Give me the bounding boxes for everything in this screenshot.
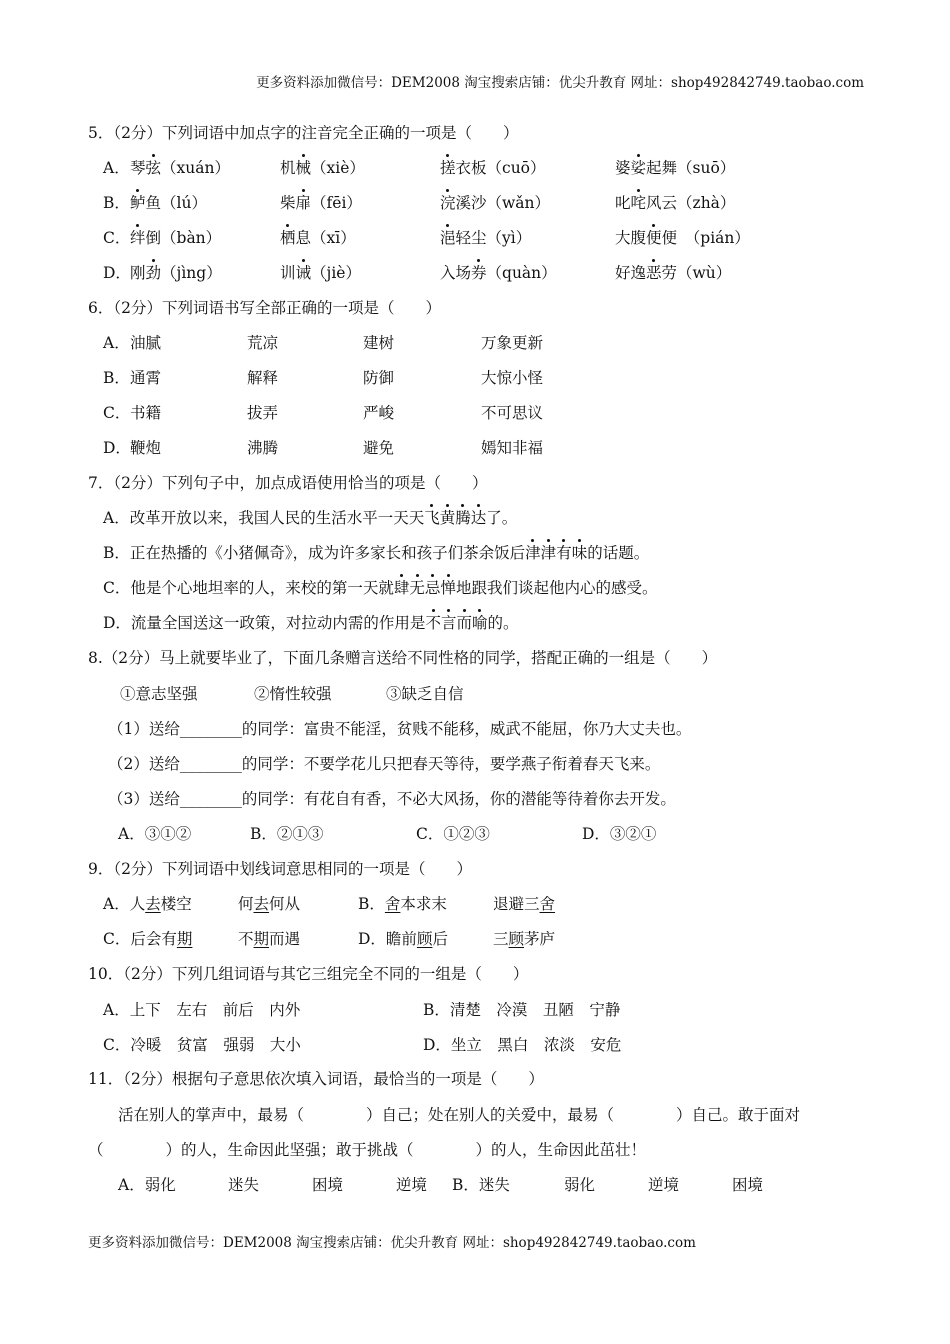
q9-text: 而遇 bbox=[269, 930, 301, 948]
q11-option-b-1: B．迷失 bbox=[452, 1176, 510, 1194]
q7-text: C．他是个心地坦率的人，来校的第一天就 bbox=[103, 579, 394, 597]
q7-dotted-char: 达 bbox=[470, 509, 487, 527]
q5-text: 入场 bbox=[440, 264, 472, 282]
q5-text: （xuán） bbox=[161, 159, 230, 177]
q5-text: 溪沙（wǎn） bbox=[455, 194, 551, 212]
q6-option-word: 荒凉 bbox=[247, 334, 279, 352]
q5-option-item bbox=[280, 158, 365, 178]
q5-option-item bbox=[440, 193, 550, 213]
q5-text: 好逸 bbox=[615, 264, 647, 282]
q9-item bbox=[493, 894, 555, 914]
q11-option-a-4: 逆境 bbox=[396, 1176, 428, 1194]
q5-dotted-char: 恶 bbox=[646, 264, 662, 282]
q11-option-b-3: 逆境 bbox=[648, 1176, 680, 1194]
q5-text: 大腹 bbox=[615, 229, 647, 247]
q6-option-word: 通霄 bbox=[130, 369, 162, 387]
q5-text: 柴 bbox=[280, 194, 296, 212]
q7-dotted-char: 有 bbox=[556, 544, 572, 562]
q9-text: A．人 bbox=[103, 895, 146, 913]
q7-text: 的话题。 bbox=[587, 544, 650, 562]
q5-dotted-char: 搓 bbox=[440, 159, 456, 177]
q5-dotted-char: 扉 bbox=[295, 194, 312, 212]
q5-option-label: B． bbox=[103, 194, 130, 212]
q5-text: 劳（wù） bbox=[661, 264, 732, 282]
q8-line-3: （3）送给________的同学：有花自有香，不必大风扬，你的潜能等待着你去开发。 bbox=[108, 790, 676, 808]
q5-text: 起舞（suō） bbox=[646, 159, 736, 177]
q9-text: 本求末 bbox=[400, 895, 447, 913]
q6-option-label: A． bbox=[103, 334, 130, 352]
q9-underlined-char: 顾 bbox=[416, 930, 433, 948]
q5-dotted-char: 绊 bbox=[130, 229, 146, 247]
q5-text: 轻尘（yì） bbox=[455, 229, 532, 247]
q5-option-item bbox=[615, 263, 731, 283]
q11-passage-1: 活在别人的掌声中，最易（ ）自己；处在别人的关爱中，最易（ ）自己。敢于面对 bbox=[118, 1106, 801, 1124]
q5-option-label: D． bbox=[103, 264, 131, 282]
q9-underlined-char: 顾 bbox=[508, 930, 525, 948]
q6-option-word: 拔弄 bbox=[247, 404, 279, 422]
q7-dotted-char: 腾 bbox=[455, 509, 471, 527]
q11-option-b-2: 弱化 bbox=[564, 1176, 596, 1194]
q5-option-item bbox=[280, 263, 361, 283]
q8-trait-1: ①意志坚强 bbox=[120, 685, 198, 703]
q5-option-item bbox=[280, 193, 362, 213]
q11-stem: 11．（2分）根据句子意思依次填入词语，最恰当的一项是（ ） bbox=[88, 1070, 544, 1088]
q5-text: （fēi） bbox=[311, 194, 362, 212]
q5-text: 便 （pián） bbox=[661, 229, 750, 247]
q7-dotted-char: 言 bbox=[440, 614, 457, 632]
q10-option-a: A．上下 左右 前后 内外 bbox=[103, 1001, 301, 1019]
q9-item bbox=[103, 894, 192, 914]
q10-option-b: B．清楚 冷漠 丑陋 宁静 bbox=[423, 1001, 621, 1019]
q6-option-word: 大惊小怪 bbox=[481, 369, 544, 387]
q9-item bbox=[238, 929, 300, 949]
q7-option bbox=[103, 508, 517, 528]
q5-text: （jìng） bbox=[161, 264, 222, 282]
q11-option-a-2: 迷失 bbox=[228, 1176, 260, 1194]
q5-text: （quàn） bbox=[486, 264, 557, 282]
q6-option-word: 解释 bbox=[247, 369, 279, 387]
q6-option-word: 沸腾 bbox=[247, 439, 279, 457]
q9-item bbox=[358, 894, 447, 914]
q7-dotted-char: 而 bbox=[456, 614, 472, 632]
q5-option-item bbox=[440, 228, 531, 248]
q6-option-word: 油腻 bbox=[130, 334, 162, 352]
page-footer: 更多资料添加微信号：DEM2008 淘宝搜索店铺：优尖升教育 网址：shop492842749.taobao.com bbox=[88, 1235, 696, 1251]
q7-option bbox=[103, 543, 649, 563]
q7-dotted-char: 无 bbox=[409, 579, 425, 597]
q5-dotted-char: 鲈 bbox=[130, 194, 146, 212]
q6-option-label: B． bbox=[103, 369, 130, 387]
q6-option-word: 防御 bbox=[363, 369, 395, 387]
q6-option-word: 嫣知非福 bbox=[481, 439, 544, 457]
q6-option-label: C． bbox=[103, 404, 131, 422]
q8-trait-2: ②惰性较强 bbox=[254, 685, 332, 703]
q6-option-label: D． bbox=[103, 439, 131, 457]
q5-dotted-char: 劲 bbox=[145, 264, 162, 282]
q7-dotted-char: 喻 bbox=[471, 614, 488, 632]
q6-option-word: 建树 bbox=[363, 334, 395, 352]
q5-option-item bbox=[130, 263, 222, 283]
q5-option-item bbox=[615, 158, 735, 178]
q7-dotted-char: 惮 bbox=[440, 579, 456, 597]
q9-text: B． bbox=[358, 895, 385, 913]
q7-text: 了。 bbox=[486, 509, 518, 527]
q9-text: 何 bbox=[238, 895, 254, 913]
q11-option-b-4: 困境 bbox=[732, 1176, 764, 1194]
q7-text: 的。 bbox=[487, 614, 519, 632]
q5-option-item bbox=[615, 193, 735, 213]
q9-text: 后 bbox=[432, 930, 448, 948]
q5-text: 风云（zhà） bbox=[646, 194, 736, 212]
q8-option-d: D．③②① bbox=[582, 825, 657, 843]
q7-dotted-char: 津 bbox=[540, 544, 557, 562]
q8-line-2: （2）送给________的同学：不要学花儿只把春天等待，要学燕子衔着春天飞来。 bbox=[108, 755, 661, 773]
q8-option-a: A．③①② bbox=[118, 825, 192, 843]
q9-underlined-char: 舍 bbox=[384, 895, 401, 913]
q5-dotted-char: 咤 bbox=[630, 194, 647, 212]
q5-text: （xiè） bbox=[311, 159, 365, 177]
q5-text: 刚 bbox=[130, 264, 146, 282]
q7-dotted-char: 飞 bbox=[424, 509, 440, 527]
q8-stem: 8.（2分）马上就要毕业了，下面几条赠言送给不同性格的同学，搭配正确的一组是（ ） bbox=[88, 649, 718, 667]
q5-text: （jiè） bbox=[311, 264, 361, 282]
q9-underlined-char: 去 bbox=[253, 895, 270, 913]
q5-text: 倒（bàn） bbox=[145, 229, 222, 247]
q7-text: D．流量全国送这一政策，对拉动内需的作用是 bbox=[103, 614, 426, 632]
page-header: 更多资料添加微信号：DEM2008 淘宝搜索店铺：优尖升教育 网址：shop492842749.taobao.com bbox=[256, 75, 864, 91]
q6-option-word: 书籍 bbox=[130, 404, 162, 422]
q7-stem: 7．（2分）下列句子中，加点成语使用恰当的项是（ ） bbox=[88, 474, 488, 492]
q5-text: 鱼（lú） bbox=[145, 194, 207, 212]
q10-option-c: C．冷暖 贫富 强弱 大小 bbox=[103, 1036, 301, 1054]
q9-text: 何从 bbox=[269, 895, 301, 913]
q8-option-c: C．①②③ bbox=[416, 825, 490, 843]
q5-text: 息（xī） bbox=[295, 229, 356, 247]
q11-option-a-1: A．弱化 bbox=[118, 1176, 176, 1194]
q11-option-a-3: 困境 bbox=[312, 1176, 344, 1194]
q9-text: D．瞻前 bbox=[358, 930, 417, 948]
q5-dotted-char: 娑 bbox=[630, 159, 647, 177]
q10-stem: 10．（2分）下列几组词语与其它三组完全不同的一组是（ ） bbox=[88, 965, 529, 983]
q5-text: 衣板（cuō） bbox=[455, 159, 546, 177]
q9-text: 不 bbox=[238, 930, 254, 948]
q9-underlined-char: 去 bbox=[145, 895, 161, 913]
q5-option-item bbox=[440, 263, 557, 283]
q5-option-item bbox=[280, 228, 356, 248]
q5-dotted-char: 浥 bbox=[440, 229, 456, 247]
q5-option-label: A． bbox=[103, 159, 130, 177]
q9-text: C．后会有 bbox=[103, 930, 177, 948]
q5-option-item bbox=[130, 193, 207, 213]
q7-dotted-char: 味 bbox=[571, 544, 588, 562]
q9-underlined-char: 舍 bbox=[539, 895, 556, 913]
q5-dotted-char: 械 bbox=[295, 159, 312, 177]
q9-item bbox=[358, 929, 448, 949]
q7-option bbox=[103, 613, 519, 633]
q11-passage-2: （ ）的人，生命因此坚强；敢于挑战（ ）的人，生命因此茁壮！ bbox=[88, 1141, 647, 1159]
q5-dotted-char: 便 bbox=[646, 229, 662, 247]
q7-dotted-char: 忌 bbox=[424, 579, 441, 597]
q7-text: A．改革开放以来，我国人民的生活水平一天天 bbox=[103, 509, 425, 527]
q7-dotted-char: 津 bbox=[525, 544, 541, 562]
q7-text: B．正在热播的《小猪佩奇》，成为许多家长和孩子们茶余饭后 bbox=[103, 544, 526, 562]
q9-item bbox=[103, 929, 192, 949]
q5-text: 机 bbox=[280, 159, 296, 177]
q10-option-d: D．坐立 黑白 浓淡 安危 bbox=[423, 1036, 622, 1054]
q7-dotted-char: 肆 bbox=[393, 579, 410, 597]
q5-option-label: C． bbox=[103, 229, 131, 247]
q5-option-item bbox=[130, 228, 221, 248]
q5-stem: 5．（2分）下列词语中加点字的注音完全正确的一项是（ ） bbox=[88, 124, 519, 142]
q5-text: 婆 bbox=[615, 159, 631, 177]
q6-option-word: 鞭炮 bbox=[130, 439, 162, 457]
q5-dotted-char: 弦 bbox=[145, 159, 162, 177]
q5-option-item bbox=[440, 158, 546, 178]
q8-trait-3: ③缺乏自信 bbox=[386, 685, 464, 703]
q7-dotted-char: 不 bbox=[425, 614, 441, 632]
q9-item bbox=[493, 929, 555, 949]
q6-option-word: 严峻 bbox=[363, 404, 395, 422]
q5-text: 训 bbox=[280, 264, 296, 282]
q5-dotted-char: 券 bbox=[471, 264, 487, 282]
q5-dotted-char: 栖 bbox=[280, 229, 296, 247]
q8-option-b: B．②①③ bbox=[250, 825, 324, 843]
q9-text: 楼空 bbox=[160, 895, 192, 913]
q6-option-word: 不可思议 bbox=[481, 404, 544, 422]
q5-dotted-char: 诫 bbox=[295, 264, 312, 282]
q9-underlined-char: 期 bbox=[253, 930, 270, 948]
q6-stem: 6．（2分）下列词语书写全部正确的一项是（ ） bbox=[88, 299, 441, 317]
q5-text: 叱 bbox=[615, 194, 631, 212]
q5-dotted-char: 浣 bbox=[440, 194, 456, 212]
q7-dotted-char: 黄 bbox=[439, 509, 456, 527]
q9-stem: 9．（2分）下列词语中划线词意思相同的一项是（ ） bbox=[88, 860, 472, 878]
q9-text: 退避三 bbox=[493, 895, 540, 913]
q7-text: 地跟我们谈起他内心的感受。 bbox=[455, 579, 658, 597]
q5-text: 琴 bbox=[130, 159, 146, 177]
q5-option-item bbox=[130, 158, 230, 178]
q6-option-word: 万象更新 bbox=[481, 334, 544, 352]
q6-option-word: 避免 bbox=[363, 439, 395, 457]
q9-text: 茅庐 bbox=[524, 930, 556, 948]
q7-option bbox=[103, 578, 657, 598]
q5-option-item bbox=[615, 228, 750, 248]
q9-text: 三 bbox=[493, 930, 509, 948]
q9-underlined-char: 期 bbox=[176, 930, 193, 948]
q9-item bbox=[238, 894, 300, 914]
q8-line-1: （1）送给________的同学：富贵不能淫，贫贱不能移，威武不能屈，你乃大丈夫也。 bbox=[108, 720, 692, 738]
